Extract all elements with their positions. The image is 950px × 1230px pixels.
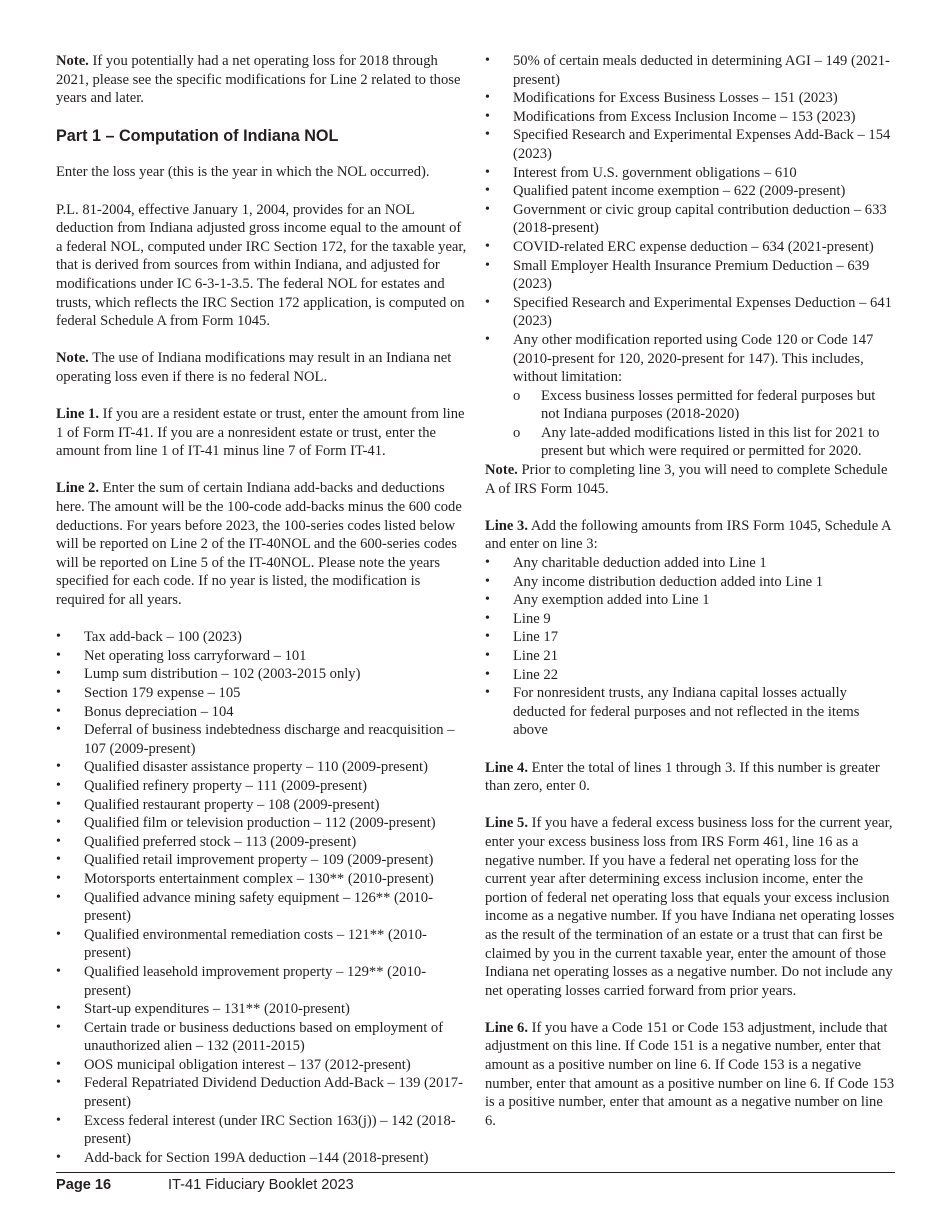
- line3-list: [485, 554, 897, 740]
- list-item: • Deferral of business indebtedness discharge and reacquisition – 107 (2009-present): [56, 721, 468, 758]
- list-item: • Net operating loss carryforward – 101: [56, 647, 468, 666]
- list-item: • Interest from U.S. government obligations – 610: [485, 164, 897, 183]
- line4-instructions: Line 4. Enter the total of lines 1 through 3. If this number is greater than zero, enter 0.: [485, 759, 880, 795]
- list-item: • Certain trade or business deductions based on employment of unauthorized alien – 132 (2011-2015): [56, 1019, 468, 1056]
- footer-divider: [56, 1172, 895, 1173]
- list-item: • For nonresident trusts, any Indiana capital losses actually deducted for federal purposes and not reflected in the items above: [485, 684, 897, 740]
- list-item: • Excess federal interest (under IRC Section 163(j)) – 142 (2018-present): [56, 1112, 468, 1149]
- list-item: • Qualified advance mining safety equipment – 126** (2010-present): [56, 889, 468, 926]
- sub-list-item: o Any late-added modifications listed in this list for 2021 to present but which were required or permitted for 2020.: [513, 424, 880, 460]
- list-item: • Qualified environmental remediation costs – 121** (2010-present): [56, 926, 468, 963]
- list-item: • Any charitable deduction added into Line 1: [485, 554, 897, 573]
- modification-list: [485, 52, 897, 461]
- note-indiana-modifications: Note. The use of Indiana modifications may result in an Indiana net operating loss even if there is no federal NOL.: [56, 350, 452, 385]
- left-column: [56, 52, 468, 1167]
- line1-instructions: Line 1. If you are a resident estate or trust, enter the amount from line 1 of Form IT-41. If you are a nonresident estate or trust, enter the amount from line 1 of IT-41 minus line 7 of Form IT-41.: [56, 406, 465, 460]
- list-item: • Line 22: [485, 666, 897, 685]
- list-item: • Qualified preferred stock – 113 (2009-present): [56, 833, 468, 852]
- list-item: • Modifications for Excess Business Losses – 151 (2023): [485, 89, 897, 108]
- list-item: • Qualified leasehold improvement property – 129** (2010-present): [56, 963, 468, 1000]
- line3-instructions: Line 3. Add the following amounts from IRS Form 1045, Schedule A and enter on line 3:: [485, 517, 891, 553]
- list-item: • Qualified refinery property – 111 (2009-present): [56, 777, 468, 796]
- list-item: • Any income distribution deduction added into Line 1: [485, 573, 897, 592]
- list-item: • COVID-related ERC expense deduction – 634 (2021-present): [485, 238, 897, 257]
- part1-heading: Part 1 – Computation of Indiana NOL: [56, 127, 339, 146]
- list-item: • Line 9: [485, 610, 897, 629]
- note-loss-years: Note. If you potentially had a net operating loss for 2018 through 2021, please see the specific modifications for Line 2 related to those years and later.: [56, 53, 461, 107]
- booklet-title: IT-41 Fiduciary Booklet 2023: [168, 1177, 354, 1193]
- list-item: • 50% of certain meals deducted in determining AGI – 149 (2021-present): [485, 52, 897, 89]
- list-item-code-120-147: [485, 331, 897, 461]
- list-item: • Qualified restaurant property – 108 (2009-present): [56, 796, 468, 815]
- page-number: Page 16: [56, 1177, 112, 1193]
- list-item: • Qualified disaster assistance property – 110 (2009-present): [56, 758, 468, 777]
- addback-list: [56, 628, 468, 1167]
- line2-instructions: Line 2. Enter the sum of certain Indiana add-backs and deductions here. The amount will be the 100-code add-backs minus the 600 code deductions. For years before 2023, the 100-series codes listed below will be reported on Line 2 of the IT-40NOL and the 600-series codes will be reported on Line 5 of the IT-40NOL. Please note the years specified for each code. If no year is listed, the modification is required for all years.: [56, 480, 462, 609]
- sub-bullet-marker: o: [513, 387, 521, 404]
- list-item: • Specified Research and Experimental Expenses Deduction – 641 (2023): [485, 294, 897, 331]
- enter-loss-year: Enter the loss year (this is the year in which the NOL occurred).: [56, 164, 430, 181]
- list-item: • Government or civic group capital contribution deduction – 633 (2018-present): [485, 201, 897, 238]
- list-item: • Line 17: [485, 628, 897, 647]
- list-item: • OOS municipal obligation interest – 137 (2012-present): [56, 1056, 468, 1075]
- list-item: • Specified Research and Experimental Expenses Add-Back – 154 (2023): [485, 126, 897, 163]
- list-item: • Line 21: [485, 647, 897, 666]
- list-item: • Federal Repatriated Dividend Deduction Add-Back – 139 (2017-present): [56, 1074, 468, 1111]
- list-item: • Motorsports entertainment complex – 130** (2010-present): [56, 870, 468, 889]
- list-item: • Section 179 expense – 105: [56, 684, 468, 703]
- list-item: • Tax add-back – 100 (2023): [56, 628, 468, 647]
- list-item: • Bonus depreciation – 104: [56, 703, 468, 722]
- list-item: • Qualified retail improvement property – 109 (2009-present): [56, 851, 468, 870]
- list-item: • Add-back for Section 199A deduction –144 (2018-present): [56, 1149, 468, 1168]
- line6-instructions: Line 6. If you have a Code 151 or Code 153 adjustment, include that adjustment on this line. If Code 151 is a negative number, enter that amount as a positive number on line 6. If Code 153 is a negative number, enter that amount as a positive number on line 6. If Code 153 is a positive number, enter that amount as a negative number on line 6.: [485, 1019, 895, 1129]
- list-item-text: Any other modification reported using Code 120 or Code 147 (2010-present for 120, 2020-present for 147). This includes, without limitation:: [513, 331, 874, 386]
- list-item: • Small Employer Health Insurance Premium Deduction – 639 (2023): [485, 257, 897, 294]
- sub-list-item: o Excess business losses permitted for federal purposes but not Indiana purposes (2018-2020): [513, 387, 876, 423]
- note-schedule-a: Note. Prior to completing line 3, you will need to complete Schedule A of IRS Form 1045.: [485, 462, 888, 497]
- list-item: • Any exemption added into Line 1: [485, 591, 897, 610]
- pl-paragraph: P.L. 81-2004, effective January 1, 2004, provides for an NOL deduction from Indiana adjusted gross income equal to the amount of a federal NOL, computed under IRC Section 172, for the taxable year, that is derived from sources from within Indiana, and adjusted for modifications under IC 6-3-1-3.5. The federal NOL for estates and trusts, which reflects the IRC Section 172 application, is computed on federal Schedule A from Form 1045.: [56, 201, 467, 330]
- list-item: • Start-up expenditures – 131** (2010-present): [56, 1000, 468, 1019]
- sub-bullet-marker: o: [513, 424, 521, 441]
- list-item: • Modifications from Excess Inclusion Income – 153 (2023): [485, 108, 897, 127]
- list-item: • Qualified patent income exemption – 622 (2009-present): [485, 182, 897, 201]
- right-column: [485, 52, 897, 1130]
- list-item: • Lump sum distribution – 102 (2003-2015 only): [56, 665, 468, 684]
- line5-instructions: Line 5. If you have a federal excess business loss for the current year, enter your excess business loss from IRS Form 461, line 16 as a negative number. If you have a federal net operating loss for the current year after determining excess inclusion income, enter the portion of federal net operating loss that equals your excess inclusion income as a negative number. If you have Indiana net operating losses as the result of the termination of an estate or a trust that can first be claimed by you in the current taxable year, enter the amount of those Indiana net operating losses as a negative number. Do not include any net operating losses carried forward from prior years.: [485, 815, 895, 999]
- list-item: • Qualified film or television production – 112 (2009-present): [56, 814, 468, 833]
- sub-list: [513, 387, 897, 461]
